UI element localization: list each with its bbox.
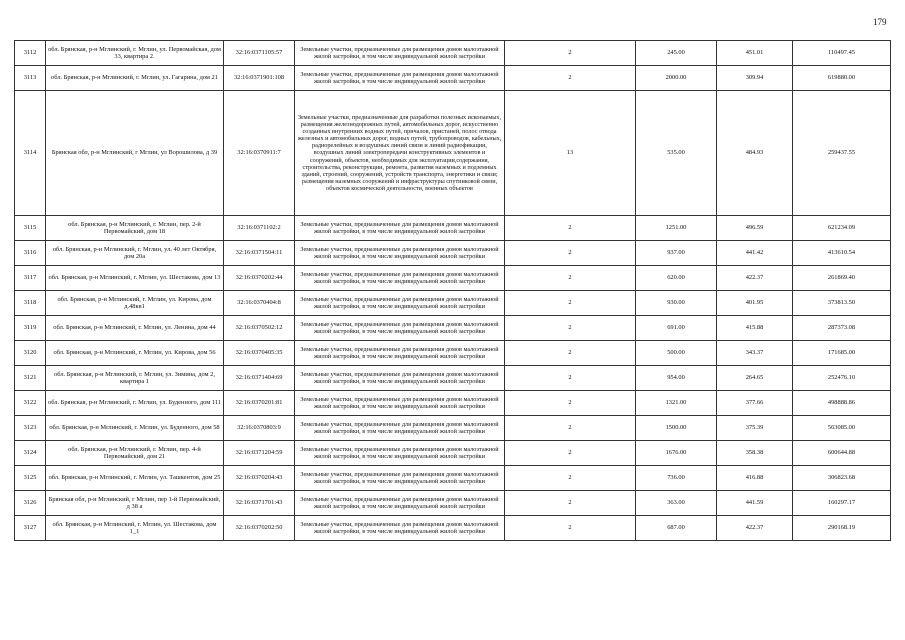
area-cell: 1500.00 <box>636 416 717 441</box>
cadastral-value-cell: 252476.10 <box>793 366 891 391</box>
permitted-use-cell: Земельные участки, предназначенные для размещения домов малоэтажной жилой застройки, в том числе индивидуальной жилой застройки <box>295 266 505 291</box>
address-cell: обл. Брянская, р-н Мглинский, г. Мглин, ул. Шестакова, дом 1_1 <box>46 516 224 541</box>
cadastral-number-cell: 32:16:0371504:11 <box>224 241 295 266</box>
address-cell: обл. Брянская, р-н Мглинский, г. Мглин, ул. Ленина, дом 44 <box>46 316 224 341</box>
address-cell: обл. Брянская, р-н Мглинский, г. Мглин, ул. Шестакова, дом 13 <box>46 266 224 291</box>
address-cell: обл. Брянская, р-н Мглинский, г. Мглин, ул. Буденного, дом 111 <box>46 391 224 416</box>
specific-value-cell: 422.37 <box>717 516 793 541</box>
category-code-cell: 2 <box>505 391 636 416</box>
permitted-use-cell: Земельные участки, предназначенные для размещения домов малоэтажной жилой застройки, в том числе индивидуальной жилой застройки <box>295 241 505 266</box>
area-cell: 736.00 <box>636 466 717 491</box>
address-cell: обл. Брянская, р-н Мглинский, г. Мглин, ул. Кирова, дом 56 <box>46 341 224 366</box>
cadastral-number-cell: 32:16:0370204:43 <box>224 466 295 491</box>
row-number-cell: 3119 <box>15 316 46 341</box>
permitted-use-cell: Земельные участки, предназначенные для размещения домов малоэтажной жилой застройки, в том числе индивидуальной жилой застройки <box>295 41 505 66</box>
address-cell: обл. Брянская, р-н Мглинский, г. Мглин, ул. Ташкентов, дом 25 <box>46 466 224 491</box>
category-code-cell: 2 <box>505 366 636 391</box>
address-cell: Брянская обл, р-н Мглинский, г Мглин, ул Ворошилова, д 39 <box>46 91 224 216</box>
specific-value-cell: 377.66 <box>717 391 793 416</box>
row-number-cell: 3112 <box>15 41 46 66</box>
cadastral-number-cell: 32:16:0371204:59 <box>224 441 295 466</box>
area-cell: 937.00 <box>636 241 717 266</box>
cadastral-number-cell: 32:16:0371102:2 <box>224 216 295 241</box>
cadastral-value-cell: 373813.50 <box>793 291 891 316</box>
specific-value-cell: 309.94 <box>717 66 793 91</box>
permitted-use-cell: Земельные участки, предназначенные для размещения домов малоэтажной жилой застройки, в том числе индивидуальной жилой застройки <box>295 341 505 366</box>
permitted-use-cell: Земельные участки, предназначенные для размещения домов малоэтажной жилой застройки, в том числе индивидуальной жилой застройки <box>295 66 505 91</box>
specific-value-cell: 441.42 <box>717 241 793 266</box>
permitted-use-cell: Земельные участки, предназначенные для размещения домов малоэтажной жилой застройки, в том числе индивидуальной жилой застройки <box>295 216 505 241</box>
cadastral-number-cell: 32:16:0370911:7 <box>224 91 295 216</box>
table-row <box>15 216 891 241</box>
cadastral-value-cell: 563085.00 <box>793 416 891 441</box>
category-code-cell: 2 <box>505 291 636 316</box>
area-cell: 1321.00 <box>636 391 717 416</box>
category-code-cell: 2 <box>505 266 636 291</box>
permitted-use-cell: Земельные участки, предназначенные для размещения домов малоэтажной жилой застройки, в том числе индивидуальной жилой застройки <box>295 291 505 316</box>
address-cell: Брянская обл, р-н Мглинский, г Мглин, пер 1-й Первомайский, д 38 а <box>46 491 224 516</box>
cadastral-value-cell: 619880.00 <box>793 66 891 91</box>
row-number-cell: 3114 <box>15 91 46 216</box>
specific-value-cell: 401.95 <box>717 291 793 316</box>
row-number-cell: 3123 <box>15 416 46 441</box>
category-code-cell: 2 <box>505 491 636 516</box>
address-cell: обл. Брянская, р-н Мглинский, г. Мглин, ул. Гагарина, дом 21 <box>46 66 224 91</box>
cadastral-number-cell: 32:16:0370803:9 <box>224 416 295 441</box>
table-row <box>15 316 891 341</box>
specific-value-cell: 416.88 <box>717 466 793 491</box>
cadastral-number-cell: 32:16:0370404:8 <box>224 291 295 316</box>
row-number-cell: 3127 <box>15 516 46 541</box>
category-code-cell: 2 <box>505 216 636 241</box>
table-row <box>15 416 891 441</box>
row-number-cell: 3113 <box>15 66 46 91</box>
cadastral-value-cell: 600644.88 <box>793 441 891 466</box>
specific-value-cell: 422.37 <box>717 266 793 291</box>
page-number: 179 <box>873 17 887 27</box>
row-number-cell: 3116 <box>15 241 46 266</box>
specific-value-cell: 343.37 <box>717 341 793 366</box>
specific-value-cell: 358.38 <box>717 441 793 466</box>
cadastral-value-cell: 287373.08 <box>793 316 891 341</box>
table-row <box>15 341 891 366</box>
permitted-use-cell: Земельные участки, предназначенные для размещения домов малоэтажной жилой застройки, в том числе индивидуальной жилой застройки <box>295 366 505 391</box>
permitted-use-cell: Земельные участки, предназначенные для размещения домов малоэтажной жилой застройки, в том числе индивидуальной жилой застройки <box>295 466 505 491</box>
permitted-use-cell: Земельные участки, предназначенные для разработки полезных ископаемых, размещения железнодорожных путей, автомобильных дорог, искусственно созданных внутренних водных путей, причалов, пристаней, полос отвода железных и автомобильных дорог, водных путей, трубопроводов, кабельных, радиорелейных и воздушных линий связи и линий радиофикации, воздушных линий электропередачи конструктивных элементов и сооружений, объектов, необходимых для эксплуатации,содержания, строительства, реконструкции, ремонта, развития наземных и подземных зданий, строений, сооружений, устройств транспорта, энергетики и связи; размещения наземных сооружений и инфраструктуры спутниковой связи, объектов космической деятельности, военных объектов <box>295 91 505 216</box>
specific-value-cell: 264.65 <box>717 366 793 391</box>
permitted-use-cell: Земельные участки, предназначенные для размещения домов малоэтажной жилой застройки, в том числе индивидуальной жилой застройки <box>295 491 505 516</box>
area-cell: 363.00 <box>636 491 717 516</box>
area-cell: 245.00 <box>636 41 717 66</box>
table-row <box>15 41 891 66</box>
row-number-cell: 3126 <box>15 491 46 516</box>
specific-value-cell: 496.59 <box>717 216 793 241</box>
cadastral-number-cell: 32:16:0370202:50 <box>224 516 295 541</box>
area-cell: 535.00 <box>636 91 717 216</box>
category-code-cell: 2 <box>505 466 636 491</box>
category-code-cell: 2 <box>505 241 636 266</box>
area-cell: 687.00 <box>636 516 717 541</box>
address-cell: обл. Брянская, р-н Мглинский, г. Мглин, ул. Кирова, дом д.48кв1 <box>46 291 224 316</box>
table-row <box>15 516 891 541</box>
address-cell: обл. Брянская, р-н Мглинский, г. Мглин, пер. 2-й Первомайский, дом 18 <box>46 216 224 241</box>
table-row <box>15 441 891 466</box>
specific-value-cell: 415.88 <box>717 316 793 341</box>
category-code-cell: 2 <box>505 441 636 466</box>
category-code-cell: 2 <box>505 516 636 541</box>
area-cell: 954.00 <box>636 366 717 391</box>
row-number-cell: 3115 <box>15 216 46 241</box>
cadastral-number-cell: 32:16:0371901:108 <box>224 66 295 91</box>
row-number-cell: 3122 <box>15 391 46 416</box>
specific-value-cell: 484.93 <box>717 91 793 216</box>
cadastral-value-cell: 261869.40 <box>793 266 891 291</box>
area-cell: 2000.00 <box>636 66 717 91</box>
specific-value-cell: 451.01 <box>717 41 793 66</box>
table-row <box>15 391 891 416</box>
cadastral-number-cell: 32:16:0370202:44 <box>224 266 295 291</box>
category-code-cell: 2 <box>505 341 636 366</box>
specific-value-cell: 441.59 <box>717 491 793 516</box>
address-cell: обл. Брянская, р-н Мглинский, г. Мглин, ул. Буденного, дом 58 <box>46 416 224 441</box>
category-code-cell: 2 <box>505 316 636 341</box>
cadastral-number-cell: 32:16:0371404:69 <box>224 366 295 391</box>
cadastral-value-cell: 110497.45 <box>793 41 891 66</box>
area-cell: 1676.00 <box>636 441 717 466</box>
specific-value-cell: 375.39 <box>717 416 793 441</box>
table-row <box>15 91 891 216</box>
land-registry-table <box>14 40 891 541</box>
address-cell: обл. Брянская, р-н Мглинский, г. Мглин, пер. 4-й Первомайский, дом 21 <box>46 441 224 466</box>
category-code-cell: 13 <box>505 91 636 216</box>
area-cell: 620.00 <box>636 266 717 291</box>
permitted-use-cell: Земельные участки, предназначенные для размещения домов малоэтажной жилой застройки, в том числе индивидуальной жилой застройки <box>295 391 505 416</box>
table-row <box>15 241 891 266</box>
cadastral-value-cell: 413610.54 <box>793 241 891 266</box>
address-cell: обл. Брянская, р-н Мглинский, г. Мглин, ул. 40 лет Октября, дом 20а <box>46 241 224 266</box>
address-cell: обл. Брянская, р-н Мглинский, г. Мглин, ул. Первомайская, дом 33, квартира 2. <box>46 41 224 66</box>
address-cell: обл. Брянская, р-н Мглинский, г. Мглин, ул. Зимина, дом 2, квартира 1 <box>46 366 224 391</box>
cadastral-value-cell: 306823.68 <box>793 466 891 491</box>
category-code-cell: 2 <box>505 416 636 441</box>
table-row <box>15 466 891 491</box>
category-code-cell: 2 <box>505 41 636 66</box>
row-number-cell: 3118 <box>15 291 46 316</box>
area-cell: 691.00 <box>636 316 717 341</box>
table-row <box>15 491 891 516</box>
row-number-cell: 3120 <box>15 341 46 366</box>
area-cell: 930.00 <box>636 291 717 316</box>
cadastral-number-cell: 32:16:0370201:81 <box>224 391 295 416</box>
table-row <box>15 266 891 291</box>
category-code-cell: 2 <box>505 66 636 91</box>
area-cell: 500.00 <box>636 341 717 366</box>
cadastral-number-cell: 32:16:0371701:43 <box>224 491 295 516</box>
table-row <box>15 366 891 391</box>
row-number-cell: 3117 <box>15 266 46 291</box>
row-number-cell: 3121 <box>15 366 46 391</box>
cadastral-value-cell: 160297.17 <box>793 491 891 516</box>
permitted-use-cell: Земельные участки, предназначенные для размещения домов малоэтажной жилой застройки, в том числе индивидуальной жилой застройки <box>295 416 505 441</box>
row-number-cell: 3124 <box>15 441 46 466</box>
cadastral-value-cell: 621234.09 <box>793 216 891 241</box>
table-row <box>15 291 891 316</box>
permitted-use-cell: Земельные участки, предназначенные для размещения домов малоэтажной жилой застройки, в том числе индивидуальной жилой застройки <box>295 316 505 341</box>
cadastral-value-cell: 290168.19 <box>793 516 891 541</box>
table-row <box>15 66 891 91</box>
cadastral-number-cell: 32:16:0371105:57 <box>224 41 295 66</box>
cadastral-number-cell: 32:16:0370502:12 <box>224 316 295 341</box>
permitted-use-cell: Земельные участки, предназначенные для размещения домов малоэтажной жилой застройки, в том числе индивидуальной жилой застройки <box>295 441 505 466</box>
permitted-use-cell: Земельные участки, предназначенные для размещения домов малоэтажной жилой застройки, в том числе индивидуальной жилой застройки <box>295 516 505 541</box>
cadastral-value-cell: 259437.55 <box>793 91 891 216</box>
cadastral-number-cell: 32:16:0370405:35 <box>224 341 295 366</box>
area-cell: 1251.00 <box>636 216 717 241</box>
cadastral-value-cell: 498888.86 <box>793 391 891 416</box>
row-number-cell: 3125 <box>15 466 46 491</box>
cadastral-value-cell: 171685.00 <box>793 341 891 366</box>
